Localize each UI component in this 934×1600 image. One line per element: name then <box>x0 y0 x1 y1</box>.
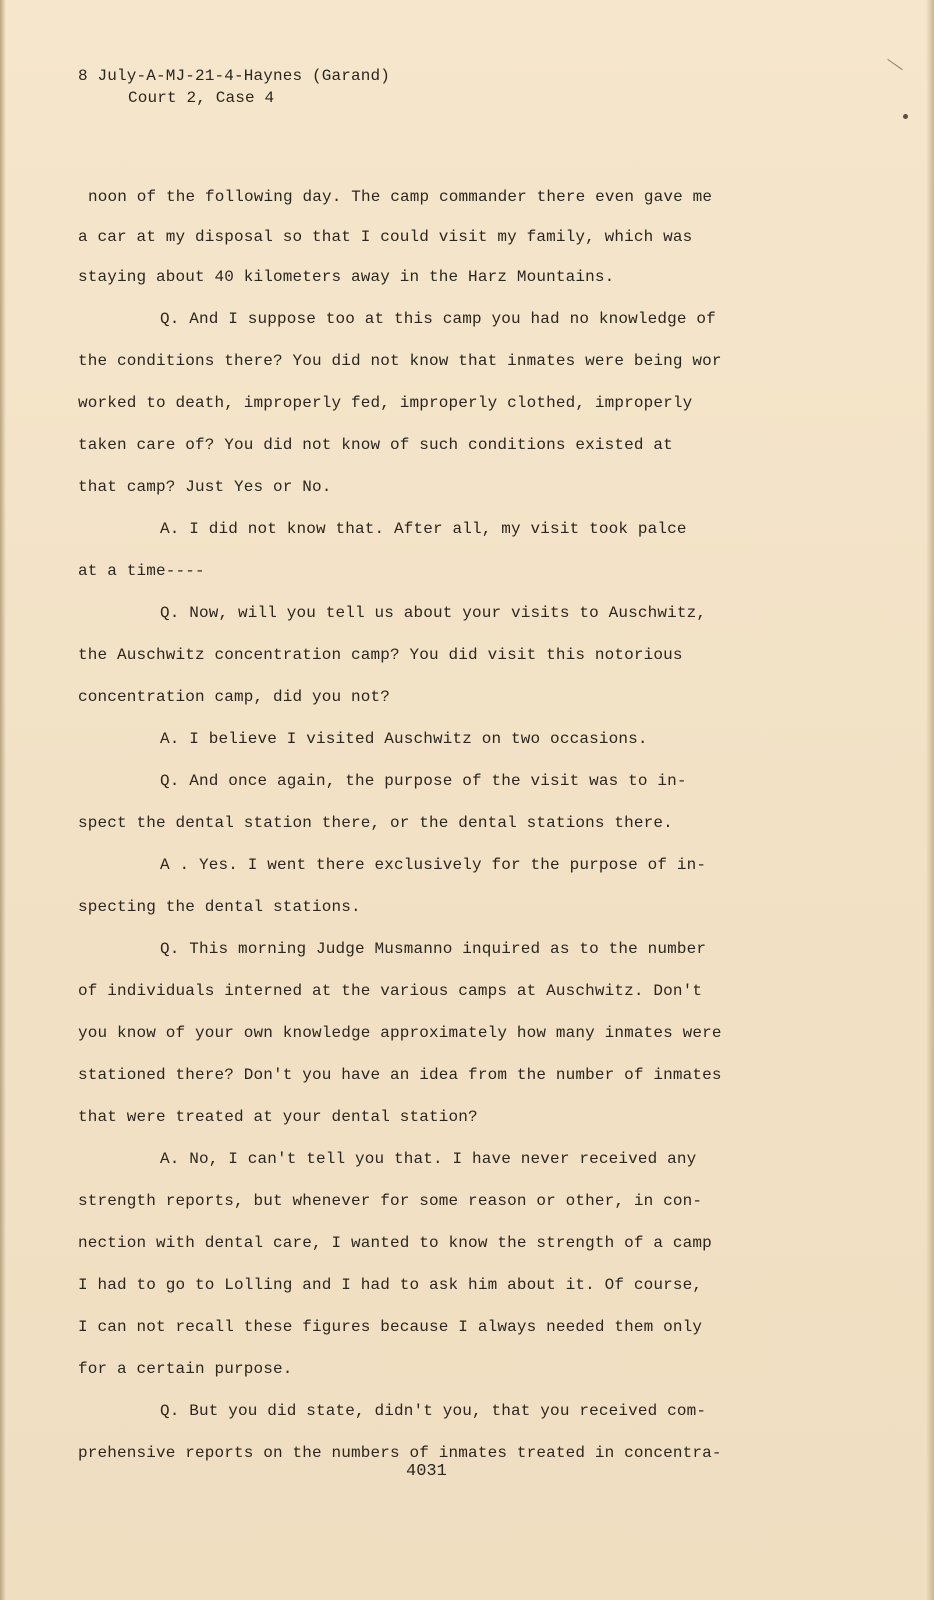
body-line: staying about 40 kilometers away in the Harz Mountains. <box>78 268 615 286</box>
header-case-line: 8 July-A-MJ-21-4-Haynes (Garand) <box>78 67 391 85</box>
body-line: I can not recall these figures because I always needed them only <box>78 1318 703 1336</box>
body-line: Q. Now, will you tell us about your visits to Auschwitz, <box>160 604 707 622</box>
body-line: noon of the following day. The camp commander there even gave me <box>88 188 713 206</box>
body-line: Q. But you did state, didn't you, that you received com- <box>160 1402 707 1420</box>
body-line: that were treated at your dental station? <box>78 1108 478 1126</box>
body-line: the conditions there? You did not know that inmates were being wor <box>78 352 722 370</box>
body-line: nection with dental care, I wanted to know the strength of a camp <box>78 1234 712 1252</box>
body-line: A. No, I can't tell you that. I have never received any <box>160 1150 697 1168</box>
body-line: the Auschwitz concentration camp? You did visit this notorious <box>78 646 683 664</box>
body-line: A . Yes. I went there exclusively for the purpose of in- <box>160 856 707 874</box>
body-line: stationed there? Don't you have an idea from the number of inmates <box>78 1066 722 1084</box>
body-line: worked to death, improperly fed, improperly clothed, improperly <box>78 394 693 412</box>
body-line: at a time---- <box>78 562 205 580</box>
pencil-mark <box>887 59 902 70</box>
body-line: Q. And I suppose too at this camp you had no knowledge of <box>160 310 716 328</box>
page-number: 4031 <box>406 1462 447 1481</box>
page-right-edge <box>926 0 934 1600</box>
body-line: that camp? Just Yes or No. <box>78 478 332 496</box>
header-court-line: Court 2, Case 4 <box>128 89 275 107</box>
body-line: prehensive reports on the numbers of inmates treated in concentra- <box>78 1444 722 1462</box>
body-line: Q. And once again, the purpose of the visit was to in- <box>160 772 687 790</box>
body-line: Q. This morning Judge Musmanno inquired as to the number <box>160 940 707 958</box>
body-line: taken care of? You did not know of such conditions existed at <box>78 436 673 454</box>
body-line: concentration camp, did you not? <box>78 688 391 706</box>
body-line: a car at my disposal so that I could visit my family, which was <box>78 228 693 246</box>
body-line: you know of your own knowledge approximately how many inmates were <box>78 1024 722 1042</box>
body-line: spect the dental station there, or the dental stations there. <box>78 814 673 832</box>
body-line: for a certain purpose. <box>78 1360 293 1378</box>
body-line: of individuals interned at the various camps at Auschwitz. Don't <box>78 982 703 1000</box>
ink-speck <box>903 114 908 119</box>
body-line: A. I did not know that. After all, my visit took palce <box>160 520 687 538</box>
body-line: I had to go to Lolling and I had to ask him about it. Of course, <box>78 1276 703 1294</box>
body-line: specting the dental stations. <box>78 898 361 916</box>
body-line: strength reports, but whenever for some reason or other, in con- <box>78 1192 703 1210</box>
page-left-edge <box>0 0 6 1600</box>
body-line: A. I believe I visited Auschwitz on two occasions. <box>160 730 648 748</box>
